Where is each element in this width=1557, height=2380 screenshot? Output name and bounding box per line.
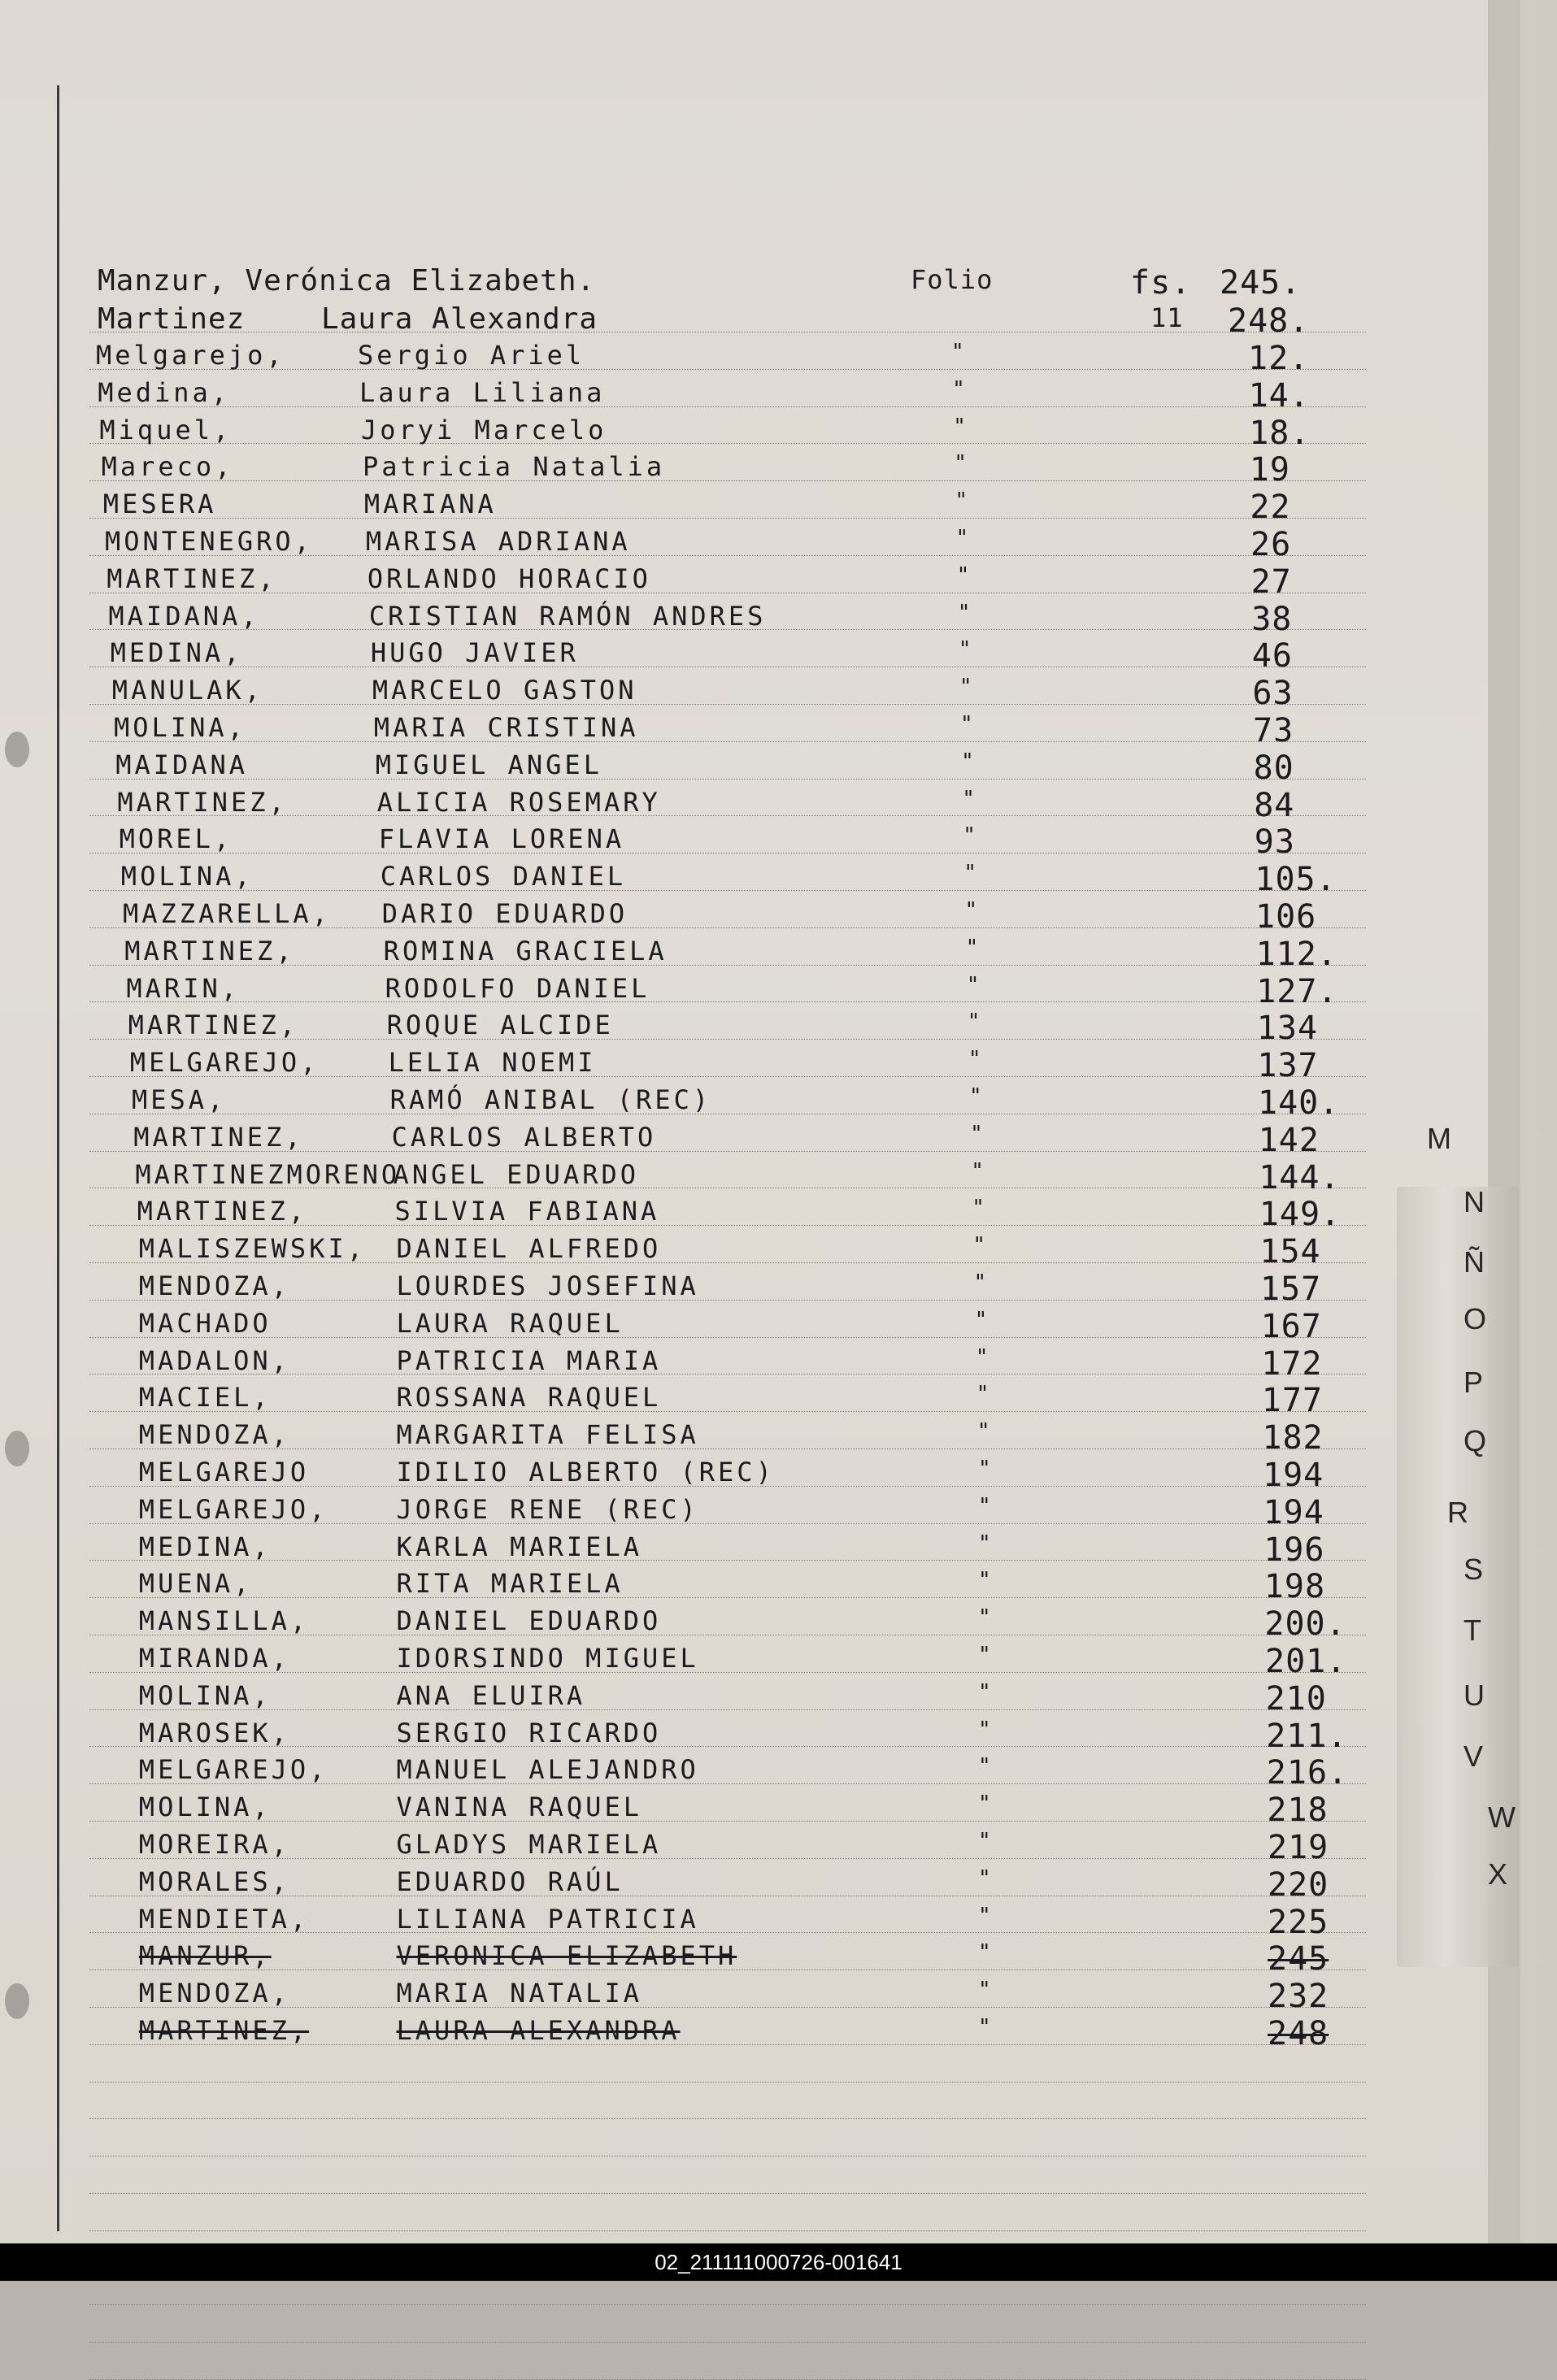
entry-surname: MARTINEZ, bbox=[107, 562, 277, 594]
ditto-mark: " bbox=[973, 1270, 987, 1295]
ditto-mark: " bbox=[978, 2015, 991, 2039]
ruled-line bbox=[89, 2118, 1366, 2119]
entry-folio-number: 140. bbox=[1258, 1084, 1340, 1122]
ledger-entry bbox=[0, 1903, 1557, 1941]
entry-surname: MEDINA, bbox=[110, 637, 243, 669]
entry-folio-number: 144. bbox=[1259, 1158, 1341, 1197]
ditto-mark: " bbox=[978, 1940, 991, 1965]
entry-folio-number: 225 bbox=[1268, 1903, 1329, 1941]
entry-surname: MANZUR, bbox=[138, 1940, 272, 1972]
ledger-entry bbox=[0, 340, 1557, 377]
ledger-entry bbox=[0, 1754, 1557, 1792]
entry-given-name: FLAVIA LORENA bbox=[378, 823, 625, 855]
entry-surname: MARIN, bbox=[126, 972, 240, 1004]
ledger-entry bbox=[0, 1531, 1557, 1569]
index-tab-1: N bbox=[1463, 1185, 1485, 1218]
entry-surname: MACHADO bbox=[138, 1307, 272, 1339]
ledger-entry bbox=[0, 1865, 1557, 1904]
entry-folio-number: 210 bbox=[1265, 1679, 1327, 1718]
entry-surname: MAZZARELLA, bbox=[123, 898, 331, 929]
ditto-mark: 11 bbox=[1150, 302, 1184, 333]
entry-folio-number: 218 bbox=[1267, 1792, 1329, 1830]
ledger-entry bbox=[0, 1010, 1557, 1048]
index-tab-7: S bbox=[1463, 1553, 1484, 1586]
entry-given-name: MIGUEL ANGEL bbox=[375, 749, 602, 780]
entry-surname: MACIEL, bbox=[138, 1382, 272, 1414]
entry-given-name: ROQUE ALCIDE bbox=[386, 1010, 614, 1041]
entry-surname: MOREL, bbox=[119, 823, 233, 855]
ditto-mark: " bbox=[976, 1419, 990, 1444]
entry-given-name: LILIANA PATRICIA bbox=[396, 1903, 699, 1935]
ledger-entry bbox=[0, 600, 1557, 638]
ledger-second-row bbox=[0, 302, 1557, 340]
entry-surname: MESA, bbox=[132, 1084, 227, 1115]
image-caption: 02_211111000726-001641 bbox=[655, 2250, 902, 2274]
ledger-entry bbox=[0, 1978, 1557, 2016]
entry-given-name: MARIA NATALIA bbox=[396, 1978, 642, 2009]
ditto-mark: " bbox=[956, 562, 970, 588]
entry-folio-number: 93 bbox=[1254, 823, 1295, 862]
entry-folio-number: 157 bbox=[1260, 1270, 1322, 1308]
ledger-entry bbox=[0, 1717, 1557, 1755]
entry-surname: MELGAREJO, bbox=[138, 1493, 328, 1525]
ditto-mark: " bbox=[978, 1903, 991, 1928]
ledger-entry bbox=[0, 1829, 1557, 1866]
entry-folio-number: 12. bbox=[1248, 340, 1310, 377]
ledger-entry bbox=[0, 786, 1557, 824]
entry-folio-number: 201. bbox=[1265, 1643, 1347, 1680]
ditto-mark: " bbox=[957, 600, 971, 625]
ditto-mark: " bbox=[968, 1047, 981, 1072]
ditto-mark: " bbox=[970, 1121, 983, 1146]
header-folio-number: 245. bbox=[1220, 264, 1302, 302]
ditto-mark: " bbox=[964, 898, 978, 923]
index-tab-10: V bbox=[1463, 1739, 1484, 1773]
ledger-entry bbox=[0, 1307, 1557, 1345]
ditto-mark: " bbox=[978, 1568, 991, 1593]
entry-given-name: MANUEL ALEJANDRO bbox=[396, 1754, 699, 1786]
entry-given-name: MARCELO GASTON bbox=[372, 675, 637, 706]
ditto-mark: " bbox=[975, 1344, 989, 1370]
ledger-entry bbox=[0, 935, 1557, 973]
entry-surname: MARTINEZ, bbox=[117, 786, 288, 818]
ditto-mark: " bbox=[971, 1158, 984, 1183]
entry-folio-number: 167 bbox=[1260, 1307, 1322, 1345]
entry-surname: MARTINEZ, bbox=[133, 1121, 304, 1153]
entry-surname: MOLINA, bbox=[120, 861, 254, 892]
ruled-line bbox=[89, 2304, 1366, 2305]
ditto-mark: " bbox=[978, 1865, 991, 1891]
entry-folio-number: 84 bbox=[1254, 786, 1295, 824]
entry-surname: Mareco, bbox=[101, 451, 234, 483]
ditto-mark: " bbox=[960, 712, 973, 736]
entry-given-name: SERGIO RICARDO bbox=[396, 1717, 662, 1748]
entry-surname: MALISZEWSKI, bbox=[138, 1233, 366, 1265]
entry-folio-number: 38 bbox=[1251, 600, 1293, 638]
entry-surname: MELGAREJO bbox=[138, 1457, 310, 1488]
entry-surname: MIRANDA, bbox=[138, 1643, 290, 1674]
entry-folio-number: 248 bbox=[1268, 2015, 1329, 2052]
entry-folio-number: 105. bbox=[1255, 861, 1337, 899]
entry-folio-number: 154 bbox=[1259, 1233, 1321, 1271]
ledger-entry bbox=[0, 675, 1557, 713]
ruled-line bbox=[89, 2193, 1366, 2194]
entry-folio-number: 18. bbox=[1249, 414, 1311, 452]
entry-folio-number: 232 bbox=[1268, 1978, 1329, 2016]
entry-folio-number: 245 bbox=[1268, 1940, 1329, 1978]
ledger-entry bbox=[0, 451, 1557, 489]
ditto-mark: " bbox=[978, 1643, 991, 1667]
entry-given-name: MARIANA bbox=[363, 489, 497, 520]
ditto-mark: " bbox=[978, 1457, 991, 1481]
ledger-entry bbox=[0, 2015, 1557, 2052]
entry-folio-number: 134 bbox=[1256, 1010, 1319, 1048]
entry-surname: MENDOZA, bbox=[138, 1978, 290, 2009]
entry-surname: Miquel, bbox=[99, 414, 233, 445]
ledger-entry bbox=[0, 526, 1557, 563]
entry-surname: MOLINA, bbox=[114, 712, 246, 743]
ledger-entry bbox=[0, 1382, 1557, 1420]
ditto-mark: " bbox=[978, 1978, 991, 2003]
ditto-mark: " bbox=[978, 1605, 991, 1631]
index-tab-4: P bbox=[1463, 1366, 1484, 1399]
entry-given-name: DARIO EDUARDO bbox=[381, 898, 628, 929]
entry-surname: MUENA, bbox=[138, 1568, 253, 1600]
ditto-mark: " bbox=[978, 1792, 991, 1817]
ditto-mark: " bbox=[966, 972, 980, 997]
entry-folio-number: 80 bbox=[1253, 749, 1294, 787]
entry-given-name: LAURA ALEXANDRA bbox=[396, 2015, 681, 2046]
entry-surname: MOLINA, bbox=[138, 1792, 272, 1823]
entry-surname: MOLINA, bbox=[138, 1679, 272, 1711]
entry-folio-number: 219 bbox=[1268, 1829, 1329, 1866]
index-tab-8: T bbox=[1463, 1613, 1481, 1647]
ditto-mark: " bbox=[963, 823, 976, 849]
ledger-entry bbox=[0, 1121, 1557, 1159]
entry-folio-number: 177 bbox=[1261, 1382, 1324, 1420]
entry-folio-number: 106 bbox=[1255, 898, 1317, 936]
ledger-entry bbox=[0, 712, 1557, 749]
ledger-entry bbox=[0, 637, 1557, 675]
entry-surname: MADALON, bbox=[138, 1344, 290, 1376]
entry-given-name: DANIEL ALFREDO bbox=[396, 1233, 662, 1265]
ledger-entry bbox=[0, 1792, 1557, 1830]
ruled-line bbox=[89, 2230, 1366, 2231]
entry-given-name: GLADYS MARIELA bbox=[396, 1829, 662, 1860]
entry-surname: MARTINEZ, bbox=[124, 935, 295, 966]
ditto-mark: " bbox=[978, 1493, 991, 1518]
entry-surname: MENDOZA, bbox=[138, 1270, 290, 1301]
ditto-mark: " bbox=[978, 1829, 991, 1853]
entry-surname: MARTINEZMORENO bbox=[135, 1158, 401, 1190]
index-tab-9: U bbox=[1463, 1679, 1485, 1712]
entry-surname: MAIDANA bbox=[115, 749, 249, 780]
ditto-mark: " bbox=[967, 1010, 981, 1035]
entry-given-name: ROSSANA RAQUEL bbox=[396, 1382, 662, 1414]
index-tab-2: Ñ bbox=[1463, 1245, 1485, 1279]
entry-folio-number: 63 bbox=[1252, 675, 1294, 713]
second-surname: Martinez bbox=[98, 302, 246, 336]
ditto-mark: " bbox=[955, 489, 968, 514]
entry-surname: MEDINA, bbox=[138, 1531, 272, 1562]
entry-given-name: LELIA NOEMI bbox=[388, 1047, 597, 1079]
entry-surname: MENDOZA, bbox=[138, 1419, 290, 1451]
entry-surname: MANULAK, bbox=[111, 675, 263, 706]
ledger-entry bbox=[0, 562, 1557, 601]
entry-folio-number: 73 bbox=[1253, 712, 1294, 749]
entry-surname: Medina, bbox=[98, 376, 231, 408]
ditto-mark: " bbox=[969, 1084, 982, 1109]
second-given-name: Laura Alexandra bbox=[321, 302, 598, 336]
ledger-entry bbox=[0, 1457, 1557, 1494]
entry-surname: MONTENEGRO, bbox=[105, 526, 313, 557]
ledger-entry bbox=[0, 1419, 1557, 1457]
entry-folio-number: 19 bbox=[1249, 451, 1290, 489]
entry-folio-number: 149. bbox=[1259, 1196, 1342, 1234]
entry-surname: MESERA bbox=[102, 489, 217, 520]
ditto-mark: " bbox=[954, 451, 967, 476]
ledger-entry bbox=[0, 414, 1557, 452]
ditto-mark: " bbox=[955, 526, 969, 550]
entry-folio-number: 26 bbox=[1250, 526, 1292, 563]
ledger-entry bbox=[0, 749, 1557, 787]
ledger-entry bbox=[0, 1084, 1557, 1122]
index-tab-6: R bbox=[1447, 1496, 1468, 1529]
ditto-mark: " bbox=[978, 1531, 991, 1556]
entry-given-name: VANINA RAQUEL bbox=[396, 1792, 642, 1823]
ditto-mark: " bbox=[972, 1196, 985, 1221]
entry-folio-number: 127. bbox=[1256, 972, 1338, 1010]
index-tab-3: O bbox=[1463, 1302, 1487, 1335]
entry-given-name: Sergio Ariel bbox=[358, 340, 585, 371]
entry-surname: MENDIETA, bbox=[138, 1903, 310, 1935]
index-tabs bbox=[1390, 1122, 1520, 1943]
entry-surname: MELGAREJO, bbox=[129, 1047, 320, 1079]
entry-given-name: CRISTIAN RAMÓN ANDRES bbox=[368, 600, 767, 632]
ledger-entry bbox=[0, 861, 1557, 899]
ledger-entry bbox=[0, 1568, 1557, 1606]
entry-surname: MARTINEZ, bbox=[138, 2015, 310, 2046]
entry-given-name: CARLOS DANIEL bbox=[380, 861, 627, 892]
ditto-mark: " bbox=[978, 1754, 991, 1779]
ledger-entry bbox=[0, 1233, 1557, 1271]
entry-folio-number: 46 bbox=[1251, 637, 1293, 675]
entry-folio-number: 200. bbox=[1264, 1605, 1346, 1644]
entry-surname: MARTINEZ, bbox=[128, 1010, 298, 1041]
entry-folio-number: 112. bbox=[1255, 935, 1337, 973]
folio-label: Folio bbox=[911, 264, 994, 295]
ditto-mark: " bbox=[962, 786, 975, 811]
ditto-mark: " bbox=[963, 861, 977, 886]
ledger-entry bbox=[0, 823, 1557, 862]
entry-given-name: PATRICIA MARIA bbox=[396, 1344, 662, 1376]
fs-label: fs. bbox=[1130, 264, 1192, 302]
ledger-entry bbox=[0, 1158, 1557, 1197]
entry-given-name: IDORSINDO MIGUEL bbox=[396, 1643, 699, 1674]
entry-folio-number: 198 bbox=[1263, 1568, 1326, 1606]
entry-given-name: SILVIA FABIANA bbox=[394, 1196, 660, 1227]
entry-folio-number: 211. bbox=[1266, 1717, 1348, 1755]
ledger-entry bbox=[0, 1344, 1557, 1383]
ditto-mark: " bbox=[951, 340, 964, 364]
ditto-mark: " bbox=[978, 1717, 991, 1742]
entry-given-name: LAURA RAQUEL bbox=[396, 1307, 624, 1339]
ditto-mark: " bbox=[974, 1307, 988, 1332]
ledger-entry bbox=[0, 376, 1557, 415]
entry-given-name: MARIA CRISTINA bbox=[373, 712, 639, 743]
index-tab-strip bbox=[1397, 1187, 1519, 1967]
entry-given-name: ALICIA ROSEMARY bbox=[376, 786, 661, 818]
entry-folio-number: 182 bbox=[1262, 1419, 1324, 1457]
entry-folio-number: 194 bbox=[1263, 1493, 1324, 1531]
index-tab-12: X bbox=[1488, 1857, 1508, 1891]
ditto-mark: " bbox=[953, 414, 966, 439]
second-folio-number: 248. bbox=[1228, 302, 1310, 340]
ledger-entry bbox=[0, 1643, 1557, 1680]
ledger-entry bbox=[0, 1605, 1557, 1644]
entry-given-name: Patricia Natalia bbox=[362, 451, 666, 483]
entry-folio-number: 220 bbox=[1268, 1865, 1329, 1904]
entry-given-name: DANIEL EDUARDO bbox=[396, 1605, 662, 1637]
entry-given-name: Laura Liliana bbox=[359, 376, 606, 408]
entry-given-name: JORGE RENE (REC) bbox=[396, 1493, 699, 1525]
ditto-mark: " bbox=[952, 376, 965, 402]
index-tab-5: Q bbox=[1463, 1424, 1487, 1457]
entry-given-name: EDUARDO RAÚL bbox=[396, 1865, 624, 1897]
entry-folio-number: 172 bbox=[1261, 1344, 1323, 1383]
ledger-entry bbox=[0, 898, 1557, 936]
entry-folio-number: 27 bbox=[1250, 562, 1292, 601]
ledger-entry bbox=[0, 1196, 1557, 1234]
entry-folio-number: 196 bbox=[1263, 1531, 1325, 1569]
entry-given-name: ANA ELUIRA bbox=[396, 1679, 586, 1711]
entry-given-name: ANGEL EDUARDO bbox=[393, 1158, 639, 1190]
entry-given-name: MARISA ADRIANA bbox=[365, 526, 631, 557]
ledger-entry bbox=[0, 489, 1557, 527]
entry-surname: MAIDANA, bbox=[108, 600, 260, 632]
entry-surname: MORALES, bbox=[138, 1865, 290, 1897]
ditto-mark: " bbox=[978, 1679, 991, 1705]
entry-surname: MAROSEK, bbox=[138, 1717, 290, 1748]
ditto-mark: " bbox=[959, 675, 972, 700]
entry-folio-number: 22 bbox=[1250, 489, 1291, 527]
ledger-entry bbox=[0, 1679, 1557, 1718]
ruled-line bbox=[89, 2342, 1366, 2343]
entry-folio-number: 137 bbox=[1257, 1047, 1319, 1085]
entry-given-name: RODOLFO DANIEL bbox=[385, 972, 650, 1004]
entry-folio-number: 142 bbox=[1258, 1121, 1320, 1159]
entry-surname: MARTINEZ, bbox=[137, 1196, 307, 1227]
entry-surname: MANSILLA, bbox=[138, 1605, 310, 1637]
ledger-entry bbox=[0, 1493, 1557, 1531]
entry-given-name: CARLOS ALBERTO bbox=[391, 1121, 657, 1153]
ditto-mark: " bbox=[958, 637, 972, 662]
entry-given-name: HUGO JAVIER bbox=[370, 637, 579, 669]
ledger-entry bbox=[0, 972, 1557, 1010]
entry-given-name: MARGARITA FELISA bbox=[396, 1419, 699, 1451]
entry-given-name: RAMÓ ANIBAL (REC) bbox=[389, 1084, 712, 1115]
entry-surname: Melgarejo, bbox=[96, 340, 285, 371]
ledger-entry bbox=[0, 1270, 1557, 1308]
entry-given-name: KARLA MARIELA bbox=[396, 1531, 642, 1562]
index-tab-11: W bbox=[1488, 1800, 1516, 1834]
header-name: Manzur, Verónica Elizabeth. bbox=[98, 264, 596, 298]
entry-surname: MOREIRA, bbox=[138, 1829, 290, 1860]
entry-folio-number: 216. bbox=[1266, 1754, 1349, 1792]
entry-given-name: ORLANDO HORACIO bbox=[367, 562, 651, 594]
ditto-mark: " bbox=[976, 1382, 989, 1407]
entry-given-name: RITA MARIELA bbox=[396, 1568, 624, 1600]
entry-folio-number: 194 bbox=[1263, 1457, 1324, 1494]
entry-given-name: ROMINA GRACIELA bbox=[383, 935, 668, 966]
ditto-mark: " bbox=[965, 935, 979, 960]
entry-given-name: VERONICA ELIZABETH bbox=[396, 1940, 737, 1972]
entry-folio-number: 14. bbox=[1248, 376, 1310, 415]
entry-surname: MELGAREJO, bbox=[138, 1754, 328, 1786]
entry-given-name: IDILIO ALBERTO (REC) bbox=[396, 1457, 775, 1488]
entry-given-name: LOURDES JOSEFINA bbox=[396, 1270, 699, 1301]
index-tab-0: M bbox=[1427, 1122, 1451, 1155]
ledger-entry bbox=[0, 1047, 1557, 1085]
ledger-entry bbox=[0, 1940, 1557, 1978]
ditto-mark: " bbox=[972, 1233, 986, 1258]
entry-given-name: Joryi Marcelo bbox=[360, 414, 607, 445]
ledger-header-row bbox=[0, 264, 1557, 302]
ditto-mark: " bbox=[961, 749, 974, 774]
